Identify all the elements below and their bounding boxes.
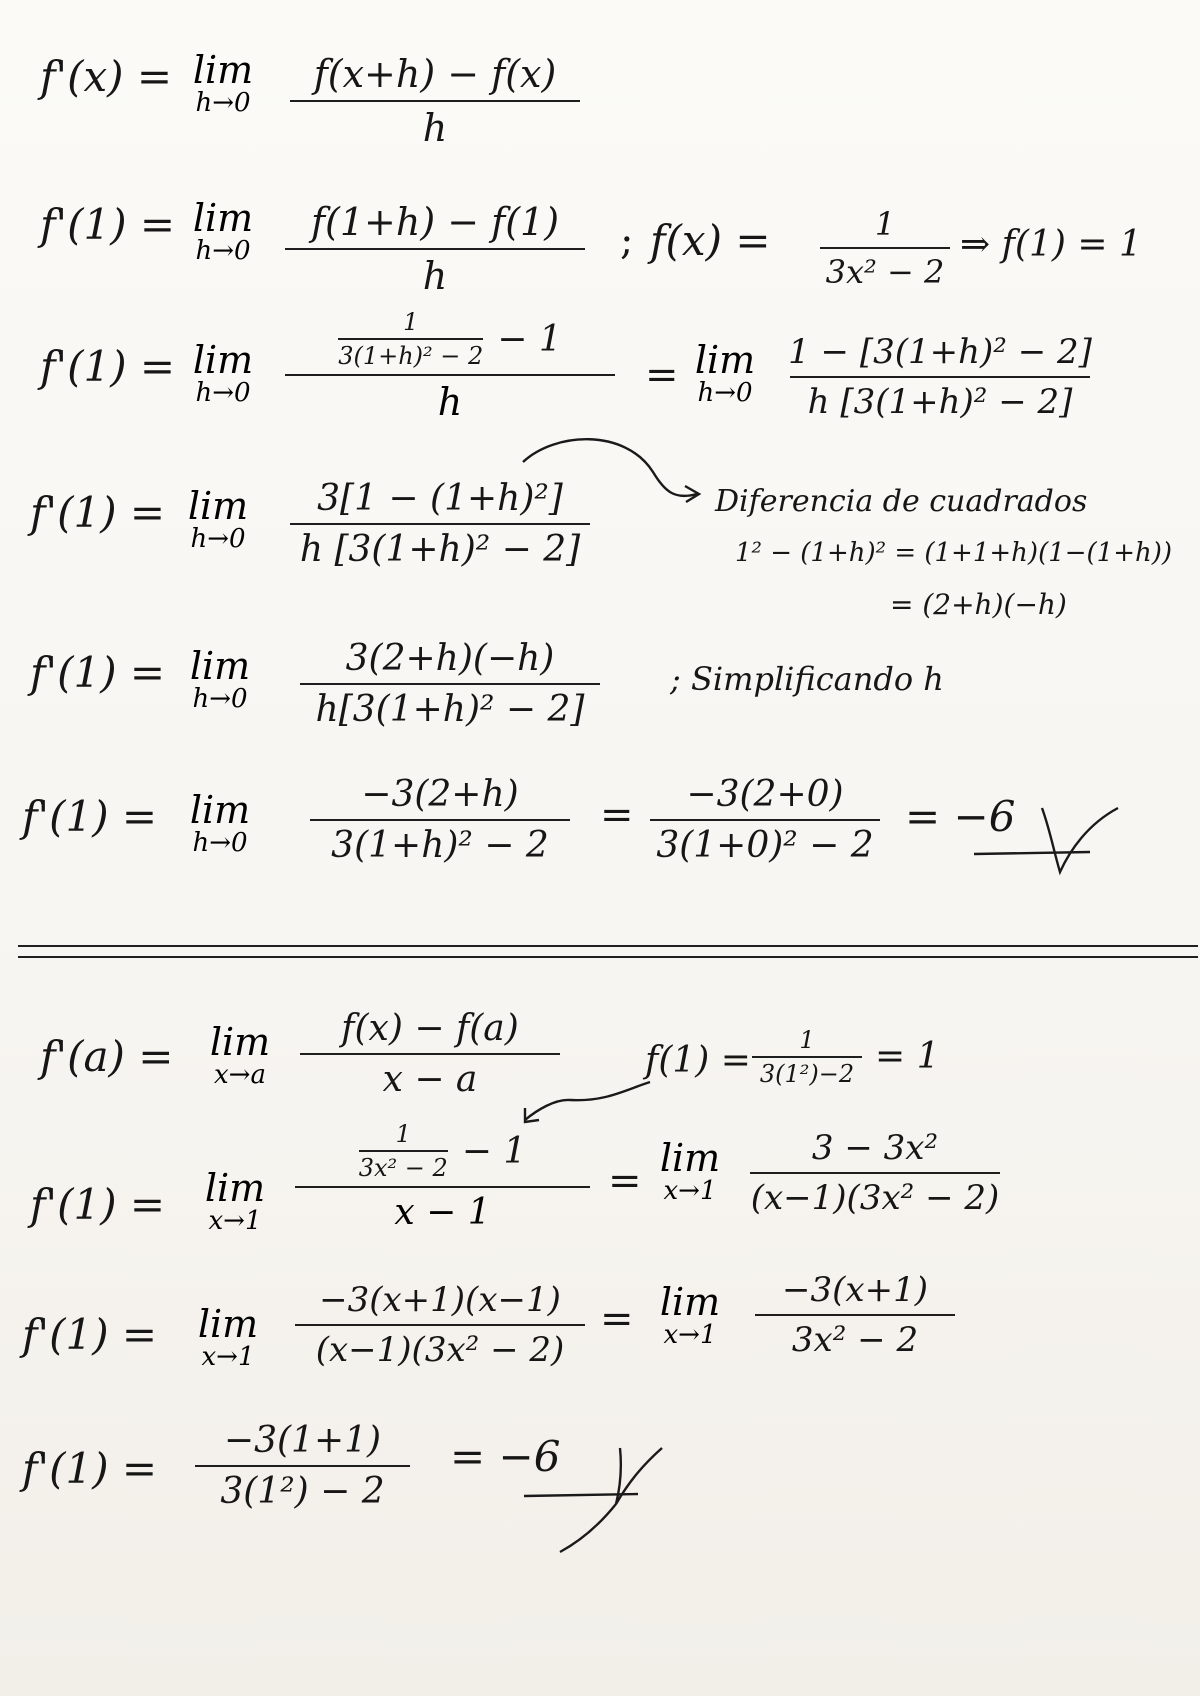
lim-subscript: h→0 <box>697 378 753 408</box>
difference-quotient <box>285 200 585 298</box>
numerator: 3[1 − (1+h)²] <box>317 478 563 519</box>
difference-quotient <box>290 52 580 150</box>
lim-word: lim <box>189 644 251 688</box>
lim-subscript: x→1 <box>201 1342 255 1372</box>
fraction-bar <box>338 338 483 340</box>
derivative-label: f'(1) = <box>22 1444 158 1493</box>
fraction-bar <box>752 1056 862 1058</box>
simplified-fraction <box>755 1270 955 1360</box>
limit-operator <box>178 1302 278 1372</box>
denominator: x − a <box>382 1059 478 1100</box>
denominator: (x−1)(3x² − 2) <box>750 1178 1000 1218</box>
compound-fraction <box>285 308 615 424</box>
equals-sign: = <box>600 792 634 838</box>
compound-numerator <box>295 1120 590 1182</box>
evaluated-fraction <box>195 1420 410 1512</box>
lim-subscript: h→0 <box>190 524 246 554</box>
lim-subscript: x→1 <box>663 1176 717 1206</box>
fraction-bar <box>300 683 600 685</box>
lim-word: lim <box>187 484 249 528</box>
fraction-bar <box>650 819 880 821</box>
numerator: 3 − 3x² <box>811 1128 939 1168</box>
f-of-one-fraction <box>752 1026 862 1088</box>
denominator: 3x² − 2 <box>358 1154 448 1182</box>
minus-one: − 1 <box>497 318 562 360</box>
numerator: −3(2+h) <box>361 774 519 815</box>
lim-word: lim <box>189 788 251 832</box>
derivative-label: f'(1) = <box>22 1310 158 1359</box>
denominator: 3x² − 2 <box>825 253 945 291</box>
minus-one: − 1 <box>461 1130 527 1172</box>
lim-word: lim <box>659 1136 721 1180</box>
derivative-label: f'(1) = <box>22 792 158 841</box>
denominator: h [3(1+h)² − 2] <box>807 382 1073 422</box>
factored-fraction <box>295 1280 585 1370</box>
lim-subscript: h→0 <box>195 88 251 118</box>
limit-operator <box>640 1280 740 1350</box>
derivative-label: f'(1) = <box>30 1180 166 1229</box>
combined-fraction <box>750 1128 1000 1218</box>
simplified-fraction <box>310 774 570 866</box>
derivative-label: f'(x) = <box>40 52 173 101</box>
fraction-bar <box>290 523 590 525</box>
derivative-label: f'(1) = <box>40 200 176 249</box>
limit-operator <box>185 1166 285 1236</box>
lim-word: lim <box>659 1280 721 1324</box>
final-result: = −6 <box>905 792 1016 841</box>
fraction-bar <box>295 1324 585 1326</box>
limit-operator <box>170 788 270 858</box>
limit-operator <box>170 644 270 714</box>
numerator: −3(1+1) <box>223 1420 382 1461</box>
semicolon: ; <box>620 218 634 264</box>
numerator: −3(x+1) <box>782 1270 928 1310</box>
annotation-arrow <box>515 432 715 512</box>
evaluated-fraction <box>650 774 880 866</box>
f-of-one-value: = 1 <box>875 1036 940 1077</box>
numerator: f(x+h) − f(x) <box>313 52 557 96</box>
fraction-bar <box>295 1186 590 1188</box>
derivative-label: f'(1) = <box>30 648 166 697</box>
lim-word: lim <box>197 1302 259 1346</box>
compound-fraction <box>295 1120 590 1233</box>
fraction-bar <box>195 1465 410 1467</box>
denominator: 3(1+0)² − 2 <box>656 825 874 866</box>
derivative-label: f'(1) = <box>40 342 176 391</box>
denominator: h <box>422 106 448 150</box>
lim-subscript: h→0 <box>192 684 248 714</box>
numerator: −3(x+1)(x−1) <box>319 1280 561 1320</box>
lim-word: lim <box>192 338 254 382</box>
expanded-fraction <box>790 332 1090 422</box>
denominator: h[3(1+h)² − 2] <box>315 689 585 730</box>
annotation-title: Diferencia de cuadrados <box>715 484 1088 519</box>
f-of-one-label: f(1) = <box>645 1040 751 1081</box>
limit-operator <box>178 48 268 118</box>
compound-numerator <box>285 308 615 370</box>
denominator: 3(1²)−2 <box>759 1060 855 1088</box>
numerator: 3(2+h)(−h) <box>345 638 555 679</box>
denominator: 3x² − 2 <box>791 1320 919 1360</box>
fraction-bar <box>285 248 585 250</box>
fraction-bar <box>300 1053 560 1055</box>
denominator: 3(1+h)² − 2 <box>338 342 484 370</box>
factored-fraction <box>300 638 600 730</box>
numerator: 1 <box>403 308 419 336</box>
numerator: 1 <box>395 1120 411 1148</box>
limit-operator <box>190 1020 290 1090</box>
lim-subscript: x→1 <box>663 1320 717 1350</box>
limit-operator <box>168 484 268 554</box>
fraction-bar <box>820 247 950 249</box>
limit-operator <box>680 338 770 408</box>
limit-operator <box>640 1136 740 1206</box>
lim-subscript: x→1 <box>208 1206 262 1236</box>
derivative-label: f'(1) = <box>30 488 166 537</box>
lim-word: lim <box>204 1166 266 1210</box>
equals-sign: = <box>645 352 679 398</box>
numerator: f(x) − f(a) <box>341 1008 519 1049</box>
section-divider <box>18 945 1198 947</box>
denominator: h <box>437 380 463 424</box>
fraction-bar <box>359 1150 448 1152</box>
final-result: = −6 <box>450 1432 561 1481</box>
fraction-bar <box>285 374 615 376</box>
denominator: (x−1)(3x² − 2) <box>315 1330 565 1370</box>
lim-subscript: h→0 <box>195 378 251 408</box>
denominator: x − 1 <box>394 1192 491 1233</box>
function-definition-label: f(x) = <box>650 216 771 265</box>
fraction-bar <box>750 1172 1000 1174</box>
equals-sign: = <box>608 1158 642 1204</box>
lim-word: lim <box>209 1020 271 1064</box>
fraction-bar <box>290 100 580 102</box>
checkmark-icon <box>520 1440 670 1560</box>
inner-fraction <box>338 308 483 370</box>
numerator: 1 − [3(1+h)² − 2] <box>788 332 1092 372</box>
limit-operator <box>178 196 268 266</box>
numerator: −3(2+0) <box>686 774 844 815</box>
numerator: f(1+h) − f(1) <box>310 200 560 244</box>
annotation-simplify: ; Simplificando h <box>670 660 944 698</box>
lim-subscript: h→0 <box>195 236 251 266</box>
annotation-expansion: 1² − (1+h)² = (1+1+h)(1−(1+h)) <box>735 538 1173 568</box>
lim-word: lim <box>694 338 756 382</box>
derivative-label: f'(a) = <box>40 1032 174 1081</box>
fraction-bar <box>755 1314 955 1316</box>
annotation-factored: = (2+h)(−h) <box>890 588 1067 621</box>
equals-sign: = <box>600 1296 634 1342</box>
section-divider <box>18 956 1198 958</box>
f-of-one-result: ⇒ f(1) = 1 <box>960 224 1142 265</box>
lim-subscript: h→0 <box>192 828 248 858</box>
denominator: h [3(1+h)² − 2] <box>299 529 581 570</box>
lim-word: lim <box>192 196 254 240</box>
inner-fraction <box>359 1120 448 1182</box>
numerator: 1 <box>874 205 896 243</box>
denominator: 3(1+h)² − 2 <box>331 825 549 866</box>
checkmark-icon <box>970 790 1130 890</box>
function-definition <box>820 205 950 291</box>
numerator: 1 <box>799 1026 815 1054</box>
limit-operator <box>178 338 268 408</box>
fraction-bar <box>310 819 570 821</box>
lim-subscript: x→a <box>214 1060 266 1090</box>
fraction-bar <box>790 376 1090 378</box>
lim-word: lim <box>192 48 254 92</box>
denominator: 3(1²) − 2 <box>220 1471 385 1512</box>
denominator: h <box>422 254 448 298</box>
